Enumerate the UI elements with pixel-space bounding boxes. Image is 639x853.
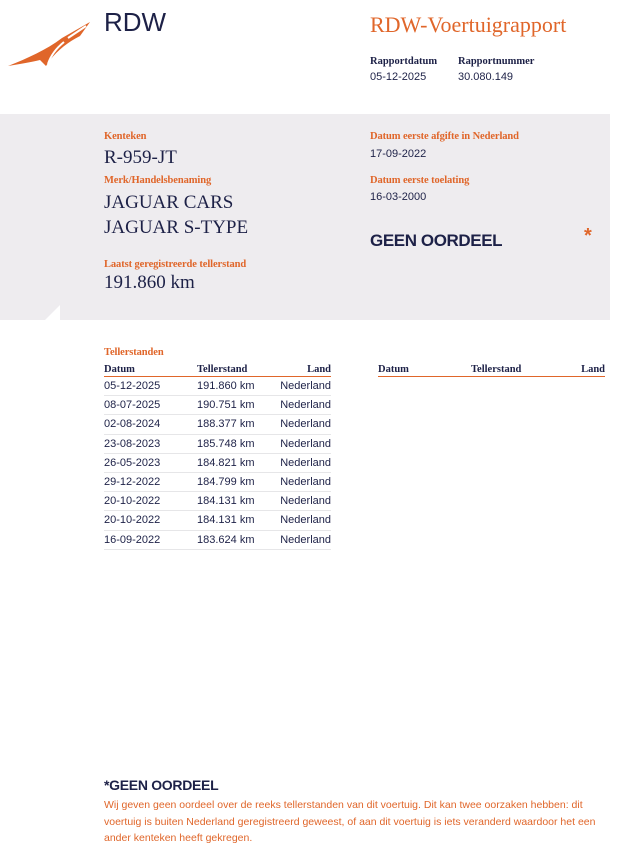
table-row: [104, 530, 331, 549]
row-datum: 20-10-2022: [104, 492, 197, 511]
tellerstand-value: 191.860 km: [104, 272, 195, 293]
row-tellerstand: 185.748 km: [197, 434, 279, 453]
afgifte-value: 17-09-2022: [370, 148, 427, 160]
row-land: Nederland: [279, 530, 331, 549]
row-datum: 16-09-2022: [104, 530, 197, 549]
logo-text: RDW: [104, 7, 167, 37]
tellerstanden-table-left: [104, 364, 331, 550]
table-row: [104, 492, 331, 511]
row-land: Nederland: [279, 377, 331, 396]
rapportdatum-label: Rapportdatum: [370, 56, 438, 67]
row-tellerstand: 184.131 km: [197, 492, 279, 511]
col-datum: Datum: [378, 364, 471, 377]
oordeel-status: GEEN OORDEEL: [370, 231, 503, 250]
rdw-logo-icon: [6, 20, 92, 70]
rapportnummer-value: 30.080.149: [458, 71, 514, 83]
footer-asterisk: *: [104, 777, 110, 793]
footer-title: [104, 777, 218, 793]
col-land: Land: [279, 364, 331, 377]
toelating-value: 16-03-2000: [370, 191, 427, 203]
row-datum: 02-08-2024: [104, 415, 197, 434]
rapportdatum-value: 05-12-2025: [370, 71, 427, 83]
row-tellerstand: 188.377 km: [197, 415, 279, 434]
tellerstand-label: Laatst geregistreerde tellerstand: [104, 259, 247, 270]
rapportnummer-label: Rapportnummer: [458, 56, 535, 67]
toelating-label: Datum eerste toelating: [370, 175, 470, 186]
kenteken-value: R-959-JT: [104, 147, 177, 168]
row-datum: 05-12-2025: [104, 377, 197, 396]
table-row: [104, 453, 331, 472]
merk-value: JAGUAR CARS: [104, 192, 234, 213]
table-row: [104, 415, 331, 434]
table-row: [104, 511, 331, 530]
vehicle-panel: [0, 114, 610, 320]
report-title: RDW-Voertuigrapport: [370, 12, 567, 37]
afgifte-label: Datum eerste afgifte in Nederland: [370, 131, 519, 142]
row-tellerstand: 190.751 km: [197, 396, 279, 415]
oordeel-asterisk: *: [584, 225, 592, 247]
row-datum: 20-10-2022: [104, 511, 197, 530]
row-datum: 29-12-2022: [104, 472, 197, 491]
row-tellerstand: 184.131 km: [197, 511, 279, 530]
kenteken-label: Kenteken: [104, 131, 147, 142]
row-tellerstand: 183.624 km: [197, 530, 279, 549]
footer-explanation: Wij geven geen oordeel over de reeks tellerstanden van dit voertuig. Dit kan twee oorzaken hebben: dit voertuig is buiten Nederland geregistreerd geweest, of aan dit voertuig is iets veranderd waardoor het een ander kenteken heeft gekregen.: [104, 799, 596, 844]
row-land: Nederland: [279, 472, 331, 491]
row-land: Nederland: [279, 415, 331, 434]
table-row: [104, 396, 331, 415]
col-tellerstand: Tellerstand: [471, 364, 553, 377]
col-tellerstand: Tellerstand: [197, 364, 279, 377]
row-datum: 08-07-2025: [104, 396, 197, 415]
table-row: [104, 377, 331, 396]
row-land: Nederland: [279, 453, 331, 472]
row-datum: 26-05-2023: [104, 453, 197, 472]
row-land: Nederland: [279, 511, 331, 530]
row-land: Nederland: [279, 396, 331, 415]
table-header-row: [378, 364, 605, 377]
tellerstanden-table-right: [378, 364, 605, 377]
table-row: [104, 434, 331, 453]
row-tellerstand: 184.799 km: [197, 472, 279, 491]
row-land: Nederland: [279, 434, 331, 453]
col-land: Land: [553, 364, 605, 377]
tellerstanden-label: Tellerstanden: [104, 347, 164, 358]
table-header-row: [104, 364, 331, 377]
merk-label: Merk/Handelsbenaming: [104, 175, 212, 186]
table-row: [104, 472, 331, 491]
row-datum: 23-08-2023: [104, 434, 197, 453]
row-tellerstand: 191.860 km: [197, 377, 279, 396]
type-value: JAGUAR S-TYPE: [104, 217, 249, 238]
row-land: Nederland: [279, 492, 331, 511]
row-tellerstand: 184.821 km: [197, 453, 279, 472]
footer-title-text: GEEN OORDEEL: [109, 777, 219, 793]
col-datum: Datum: [104, 364, 197, 377]
